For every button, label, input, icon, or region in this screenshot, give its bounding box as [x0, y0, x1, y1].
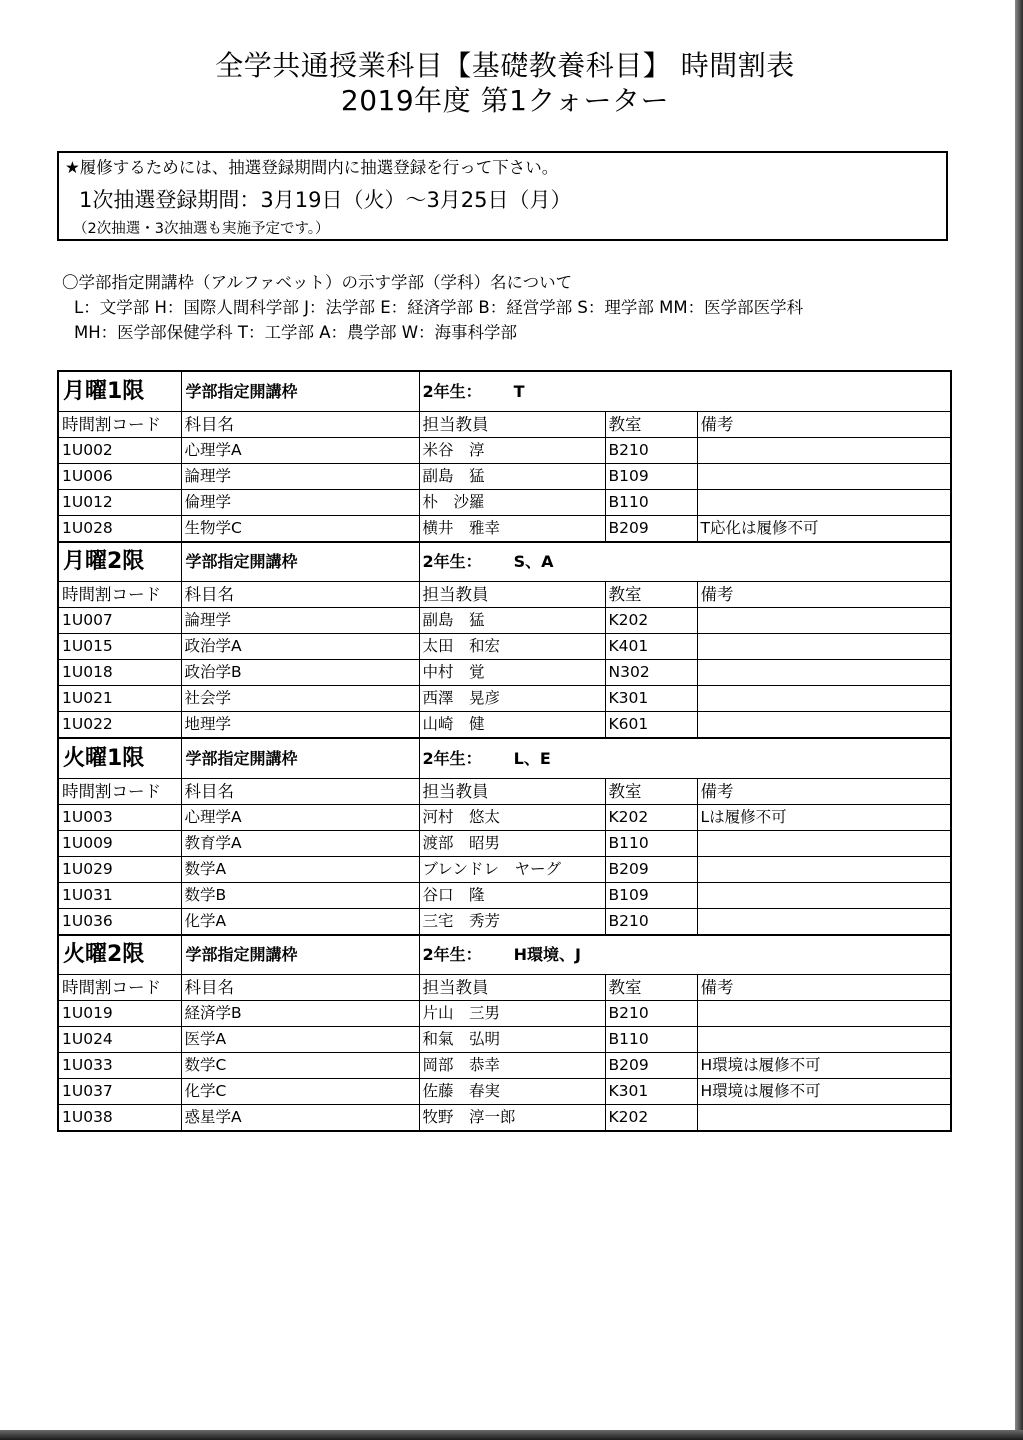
table-row: [58, 1053, 951, 1079]
cell-teacher: 横井 雅幸: [419, 515, 605, 542]
legend-heading: 〇学部指定開講枠（アルファベット）の示す学部（学科）名について: [62, 273, 573, 292]
cell-subject: 経済学B: [181, 1001, 419, 1027]
cell-teacher: 渡部 昭男: [419, 830, 605, 856]
cell-teacher: 副島 猛: [419, 463, 605, 489]
cell-subject: 生物学C: [181, 515, 419, 542]
cell-teacher: 佐藤 春実: [419, 1079, 605, 1105]
cell-code: 1U029: [58, 856, 181, 882]
cell-notes: [697, 634, 951, 660]
cell-teacher: 中村 覚: [419, 660, 605, 686]
period-label: 月曜1限: [58, 371, 181, 411]
grade-faculty-codes: L、E: [513, 748, 551, 768]
cell-code: 1U003: [58, 804, 181, 830]
cell-notes: H環境は履修不可: [697, 1053, 951, 1079]
slot-label: 学部指定開講枠: [181, 935, 419, 975]
cell-room: K601: [605, 712, 697, 739]
table-row: [58, 489, 951, 515]
cell-subject: 論理学: [181, 463, 419, 489]
header-code: 時間割コード: [58, 582, 181, 608]
grade-designation: [419, 542, 951, 582]
cell-code: 1U002: [58, 437, 181, 463]
slot-label: 学部指定開講枠: [181, 738, 419, 778]
slot-label: 学部指定開講枠: [181, 542, 419, 582]
period-header-row: [58, 542, 951, 582]
period-header-row: [58, 935, 951, 975]
cell-notes: [697, 1027, 951, 1053]
cell-room: B210: [605, 437, 697, 463]
header-room: 教室: [605, 975, 697, 1001]
cell-teacher: 太田 和宏: [419, 634, 605, 660]
cell-subject: 心理学A: [181, 437, 419, 463]
cell-subject: 医学A: [181, 1027, 419, 1053]
page-edge-shadow-right: [1015, 0, 1023, 1440]
cell-subject: 化学A: [181, 908, 419, 935]
cell-code: 1U038: [58, 1105, 181, 1132]
period-header-row: [58, 738, 951, 778]
cell-teacher: 西澤 晃彦: [419, 686, 605, 712]
header-teacher: 担当教員: [419, 582, 605, 608]
header-subject: 科目名: [181, 778, 419, 804]
cell-notes: [697, 489, 951, 515]
header-code: 時間割コード: [58, 778, 181, 804]
cell-subject: 教育学A: [181, 830, 419, 856]
cell-subject: 惑星学A: [181, 1105, 419, 1132]
table-row: [58, 660, 951, 686]
cell-teacher: 河村 悠太: [419, 804, 605, 830]
cell-room: K202: [605, 608, 697, 634]
header-teacher: 担当教員: [419, 975, 605, 1001]
cell-notes: [697, 908, 951, 935]
cell-subject: 政治学B: [181, 660, 419, 686]
cell-notes: [697, 1105, 951, 1132]
header-notes: 備考: [697, 582, 951, 608]
cell-teacher: 和氣 弘明: [419, 1027, 605, 1053]
header-teacher: 担当教員: [419, 778, 605, 804]
table-row: [58, 908, 951, 935]
column-header-row: [58, 778, 951, 804]
cell-teacher: 片山 三男: [419, 1001, 605, 1027]
grade-faculty-codes: S、A: [513, 552, 554, 572]
timetable: [57, 370, 952, 1132]
cell-code: 1U031: [58, 882, 181, 908]
cell-code: 1U024: [58, 1027, 181, 1053]
cell-subject: 数学B: [181, 882, 419, 908]
page-subtitle: 2019年度 第1クォーター: [340, 84, 670, 117]
grade-faculty-codes: H環境、J: [513, 945, 581, 965]
cell-teacher: 牧野 淳一郎: [419, 1105, 605, 1132]
table-row: [58, 804, 951, 830]
cell-room: K202: [605, 1105, 697, 1132]
header-code: 時間割コード: [58, 975, 181, 1001]
table-row: [58, 1027, 951, 1053]
faculty-legend: [62, 270, 803, 345]
notice-instruction: ★履修するためには、抽選登録期間内に抽選登録を行って下さい。: [65, 158, 559, 177]
cell-notes: [697, 882, 951, 908]
cell-teacher: 米谷 淳: [419, 437, 605, 463]
cell-notes: T応化は履修不可: [697, 515, 951, 542]
period-label: 火曜1限: [58, 738, 181, 778]
cell-room: B109: [605, 463, 697, 489]
cell-code: 1U009: [58, 830, 181, 856]
cell-notes: [697, 830, 951, 856]
cell-room: B210: [605, 1001, 697, 1027]
header-notes: 備考: [697, 411, 951, 437]
cell-notes: H環境は履修不可: [697, 1079, 951, 1105]
period-label: 火曜2限: [58, 935, 181, 975]
column-header-row: [58, 411, 951, 437]
grade-label: 2年生：: [422, 381, 482, 401]
cell-notes: [697, 608, 951, 634]
period-header-row: [58, 371, 951, 411]
cell-room: B109: [605, 882, 697, 908]
header-room: 教室: [605, 778, 697, 804]
grade-faculty-codes: T: [513, 381, 525, 401]
cell-code: 1U036: [58, 908, 181, 935]
cell-notes: [697, 660, 951, 686]
table-row: [58, 463, 951, 489]
registration-notice-box: [57, 151, 948, 241]
cell-code: 1U022: [58, 712, 181, 739]
table-row: [58, 1105, 951, 1132]
cell-notes: [697, 856, 951, 882]
grade-designation: [419, 935, 951, 975]
cell-teacher: 副島 猛: [419, 608, 605, 634]
legend-faculties-2: MH：医学部保健学科 T：工学部 A：農学部 W：海事科学部: [74, 323, 518, 342]
table-row: [58, 1001, 951, 1027]
header-subject: 科目名: [181, 582, 419, 608]
cell-subject: 化学C: [181, 1079, 419, 1105]
table-row: [58, 712, 951, 739]
cell-notes: [697, 1001, 951, 1027]
cell-room: K202: [605, 804, 697, 830]
slot-label: 学部指定開講枠: [181, 371, 419, 411]
cell-subject: 論理学: [181, 608, 419, 634]
cell-room: B209: [605, 1053, 697, 1079]
cell-room: K301: [605, 1079, 697, 1105]
cell-code: 1U018: [58, 660, 181, 686]
cell-room: B110: [605, 830, 697, 856]
cell-subject: 心理学A: [181, 804, 419, 830]
cell-code: 1U007: [58, 608, 181, 634]
cell-subject: 数学C: [181, 1053, 419, 1079]
cell-code: 1U033: [58, 1053, 181, 1079]
cell-code: 1U015: [58, 634, 181, 660]
table-row: [58, 515, 951, 542]
grade-designation: [419, 738, 951, 778]
header-notes: 備考: [697, 975, 951, 1001]
cell-room: B110: [605, 489, 697, 515]
cell-notes: [697, 437, 951, 463]
table-row: [58, 856, 951, 882]
cell-code: 1U021: [58, 686, 181, 712]
header-room: 教室: [605, 582, 697, 608]
cell-code: 1U028: [58, 515, 181, 542]
cell-teacher: 朴 沙羅: [419, 489, 605, 515]
cell-notes: [697, 712, 951, 739]
header-subject: 科目名: [181, 975, 419, 1001]
column-header-row: [58, 582, 951, 608]
table-row: [58, 437, 951, 463]
cell-notes: [697, 686, 951, 712]
grade-designation: [419, 371, 951, 411]
cell-subject: 社会学: [181, 686, 419, 712]
table-row: [58, 686, 951, 712]
header-subject: 科目名: [181, 411, 419, 437]
cell-teacher: 谷口 隆: [419, 882, 605, 908]
cell-teacher: 岡部 恭幸: [419, 1053, 605, 1079]
page-title: 全学共通授業科目【基礎教養科目】 時間割表: [215, 49, 795, 82]
legend-faculties-1: L：文学部 H：国際人間科学部 J：法学部 E：経済学部 B：経営学部 S：理学部 MM：医学部医学科: [74, 298, 804, 317]
cell-subject: 地理学: [181, 712, 419, 739]
cell-code: 1U019: [58, 1001, 181, 1027]
cell-subject: 倫理学: [181, 489, 419, 515]
header-code: 時間割コード: [58, 411, 181, 437]
cell-room: B210: [605, 908, 697, 935]
notice-registration-period: 1次抽選登録期間：3月19日（火）～3月25日（月）: [79, 188, 572, 212]
notice-additional-lotteries: （2次抽選・3次抽選も実施予定です。）: [73, 221, 330, 237]
table-row: [58, 634, 951, 660]
grade-label: 2年生：: [422, 748, 482, 768]
cell-subject: 数学A: [181, 856, 419, 882]
cell-teacher: 三宅 秀芳: [419, 908, 605, 935]
cell-code: 1U037: [58, 1079, 181, 1105]
cell-code: 1U006: [58, 463, 181, 489]
header-teacher: 担当教員: [419, 411, 605, 437]
column-header-row: [58, 975, 951, 1001]
cell-subject: 政治学A: [181, 634, 419, 660]
page-edge-shadow-bottom: [0, 1430, 1023, 1440]
cell-room: N302: [605, 660, 697, 686]
grade-label: 2年生：: [422, 552, 482, 572]
table-row: [58, 1079, 951, 1105]
cell-room: B209: [605, 856, 697, 882]
table-row: [58, 830, 951, 856]
period-label: 月曜2限: [58, 542, 181, 582]
cell-notes: [697, 463, 951, 489]
cell-room: B209: [605, 515, 697, 542]
header-notes: 備考: [697, 778, 951, 804]
header-room: 教室: [605, 411, 697, 437]
grade-label: 2年生：: [422, 945, 482, 965]
table-row: [58, 608, 951, 634]
cell-room: B110: [605, 1027, 697, 1053]
cell-room: K301: [605, 686, 697, 712]
cell-teacher: ブレンドレ ヤーグ: [419, 856, 605, 882]
cell-notes: Lは履修不可: [697, 804, 951, 830]
timetable-body: [58, 371, 951, 1131]
cell-teacher: 山崎 健: [419, 712, 605, 739]
cell-code: 1U012: [58, 489, 181, 515]
table-row: [58, 882, 951, 908]
cell-room: K401: [605, 634, 697, 660]
